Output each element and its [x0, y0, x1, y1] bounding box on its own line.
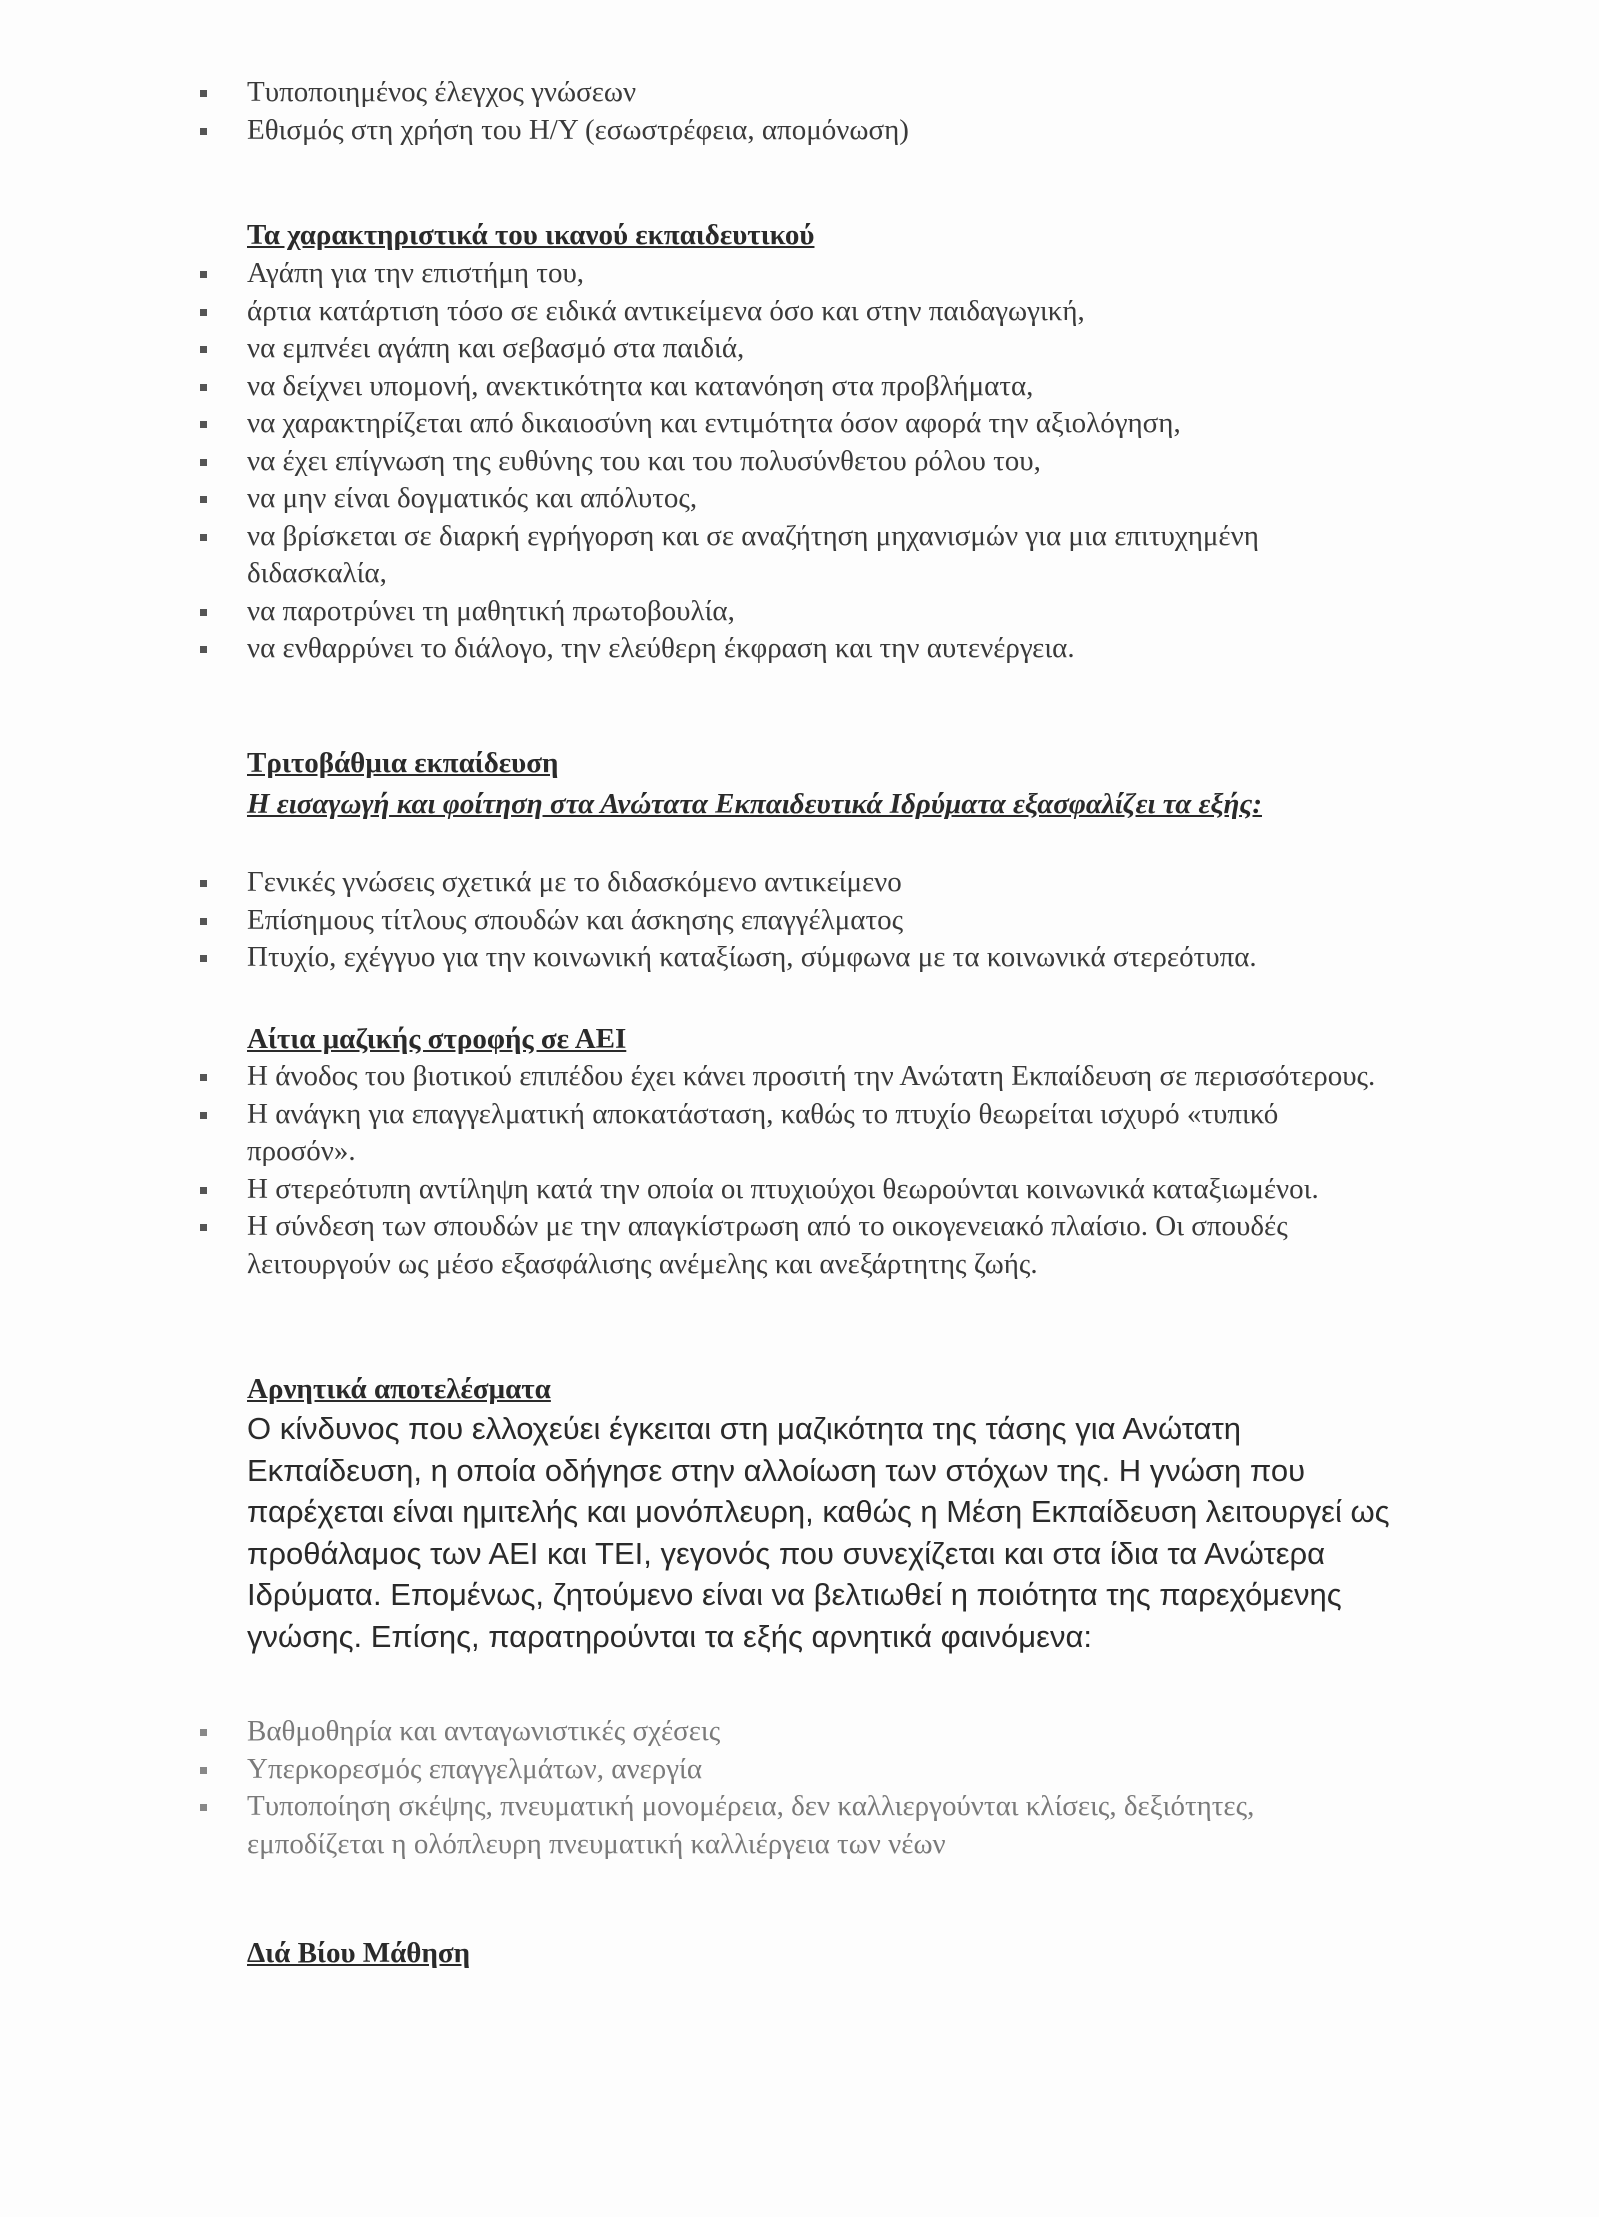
list-item-text: Εθισμός στη χρήση του Η/Υ (εσωστρέφεια, απομόνωση): [247, 113, 909, 146]
list-item: [200, 1058, 1377, 1096]
teacher-heading: Τα χαρακτηριστικά του ικανού εκπαιδευτικού: [247, 219, 815, 251]
square-bullet-icon: [200, 496, 207, 503]
list-item: [200, 1788, 1307, 1863]
list-item: [200, 1713, 1400, 1751]
list-item-text: Βαθμοθηρία και ανταγωνιστικές σχέσεις: [247, 1715, 721, 1747]
square-bullet-icon: [200, 90, 207, 97]
square-bullet-icon: [200, 271, 207, 278]
list-item: [200, 518, 1277, 593]
list-item: [200, 902, 1400, 940]
list-item-text: να μην είναι δογματικός και απόλυτος,: [247, 482, 698, 514]
list-item: [200, 255, 1400, 293]
list-item-text: Αγάπη για την επιστήμη του,: [247, 257, 585, 289]
list-item-text: να ενθαρρύνει το διάλογο, την ελεύθερη έκφραση και την αυτενέργεια.: [247, 632, 1075, 664]
square-bullet-icon: [200, 1074, 207, 1081]
list-item: [200, 112, 1400, 150]
square-bullet-icon: [200, 1224, 207, 1231]
square-bullet-icon: [200, 1729, 207, 1736]
list-item: [200, 480, 1400, 518]
list-item: [200, 293, 1400, 331]
negative-paragraph: Ο κίνδυνος που ελλοχεύει έγκειται στη μαζικότητα της τάσης για Ανώτατη Εκπαίδευση, η οποία οδήγησε στην αλλοίωση των στόχων της. Η γνώση που παρέχεται είναι ημιτελής και μονόπλευρη, καθώς η Μέση Εκπαίδευση λειτουργεί ως προθάλαμος των ΑΕΙ και ΤΕΙ, γεγονός που συνεχίζεται και στα ίδια τα Ανώτερα Ιδρύματα. Επομένως, ζητούμενο είναι να βελτιωθεί η ποιότητα της παρεχόμενης γνώσης. Επίσης, παρατηρούνται τα εξής αρνητικά φαινόμενα:: [247, 1411, 1390, 1654]
list-item-text: να βρίσκεται σε διαρκή εγρήγορση και σε αναζήτηση μηχανισμών για μια επιτυχημένη διδασκαλία,: [247, 519, 1259, 589]
list-item-text: να εμπνέει αγάπη και σεβασμό στα παιδιά,: [247, 332, 745, 364]
list-item: [200, 368, 1400, 406]
square-bullet-icon: [200, 421, 207, 428]
list-item: [200, 1208, 1387, 1283]
list-item: [200, 330, 1400, 368]
square-bullet-icon: [200, 534, 207, 541]
square-bullet-icon: [200, 918, 207, 925]
list-item-text: να δείχνει υπομονή, ανεκτικότητα και κατανόηση στα προβλήματα,: [247, 369, 1034, 402]
list-item: [200, 630, 1400, 668]
list-item: [200, 593, 1400, 631]
list-item-text: Τυποποίηση σκέψης, πνευματική μονομέρεια, δεν καλλιεργούνται κλίσεις, δεξιότητες, εμποδίζεται η ολόπλευρη πνευματική καλλιέργεια των νέων: [247, 1790, 1255, 1860]
square-bullet-icon: [200, 646, 207, 653]
list-item-text: Γενικές γνώσεις σχετικά με το διδασκόμενο αντικείμενο: [247, 866, 902, 898]
square-bullet-icon: [200, 459, 207, 466]
causes-list: [200, 1058, 1400, 1283]
negative-list: [200, 1713, 1400, 1863]
square-bullet-icon: [200, 1112, 207, 1119]
list-item-text: Πτυχίο, εχέγγυο για την κοινωνική καταξίωση, σύμφωνα με τα κοινωνικά στερεότυπα.: [247, 941, 1257, 973]
square-bullet-icon: [200, 309, 207, 316]
list-item: [200, 1751, 1400, 1789]
list-item-text: Τυποποιημένος έλεγχος γνώσεων: [247, 76, 637, 108]
list-item-text: Η ανάγκη για επαγγελματική αποκατάσταση, καθώς το πτυχίο θεωρείται ισχυρό «τυπικό προσόν».: [247, 1097, 1279, 1167]
list-item-text: Επίσημους τίτλους σπουδών και άσκησης επαγγέλματος: [247, 903, 904, 936]
list-item-text: να παροτρύνει τη μαθητική πρωτοβουλία,: [247, 594, 735, 627]
list-item-text: να χαρακτηρίζεται από δικαιοσύνη και εντιμότητα όσον αφορά την αξιολόγηση,: [247, 407, 1181, 439]
list-item-text: Η σύνδεση των σπουδών με την απαγκίστρωση από το οικογενειακό πλαίσιο. Οι σπουδές λειτουργούν ως μέσο εξασφάλισης ανέμελης και ανεξάρτητης ζωής.: [247, 1210, 1288, 1280]
list-item: [200, 74, 1400, 112]
list-item-text: Η άνοδος του βιοτικού επιπέδου έχει κάνει προσιτή την Ανώτατη Εκπαίδευση σε περισσότερους.: [247, 1060, 1376, 1092]
list-item-text: να έχει επίγνωση της ευθύνης του και του πολυσύνθετου ρόλου του,: [247, 444, 1041, 477]
square-bullet-icon: [200, 1767, 207, 1774]
tertiary-subheading: Η εισαγωγή και φοίτηση στα Ανώτατα Εκπαιδευτικά Ιδρύματα εξασφαλίζει τα εξής:: [247, 788, 1262, 820]
square-bullet-icon: [200, 346, 207, 353]
list-item-text: Υπερκορεσμός επαγγελμάτων, ανεργία: [247, 1752, 703, 1785]
lifelong-heading: Διά Βίου Μάθηση: [247, 1937, 471, 1969]
list-item: [200, 1096, 1377, 1171]
list-item-text: Η στερεότυπη αντίληψη κατά την οποία οι πτυχιούχοι θεωρούνται κοινωνικά καταξιωμένοι.: [247, 1172, 1319, 1205]
negative-heading: Αρνητικά αποτελέσματα: [247, 1373, 551, 1405]
square-bullet-icon: [200, 955, 207, 962]
square-bullet-icon: [200, 1804, 207, 1811]
list-item: [200, 864, 1400, 902]
square-bullet-icon: [200, 609, 207, 616]
intro-list: [200, 74, 1400, 149]
list-item: [200, 405, 1400, 443]
list-item: [200, 443, 1400, 481]
square-bullet-icon: [200, 1187, 207, 1194]
tertiary-heading: Τριτοβάθμια εκπαίδευση: [247, 747, 559, 779]
square-bullet-icon: [200, 128, 207, 135]
teacher-list: [200, 255, 1400, 668]
list-item-text: άρτια κατάρτιση τόσο σε ειδικά αντικείμενα όσο και στην παιδαγωγική,: [247, 294, 1085, 327]
square-bullet-icon: [200, 880, 207, 887]
square-bullet-icon: [200, 384, 207, 391]
tertiary-list: [200, 864, 1400, 977]
list-item: [200, 939, 1287, 977]
causes-heading: Αίτια μαζικής στροφής σε ΑΕΙ: [247, 1023, 627, 1055]
list-item: [200, 1171, 1377, 1209]
